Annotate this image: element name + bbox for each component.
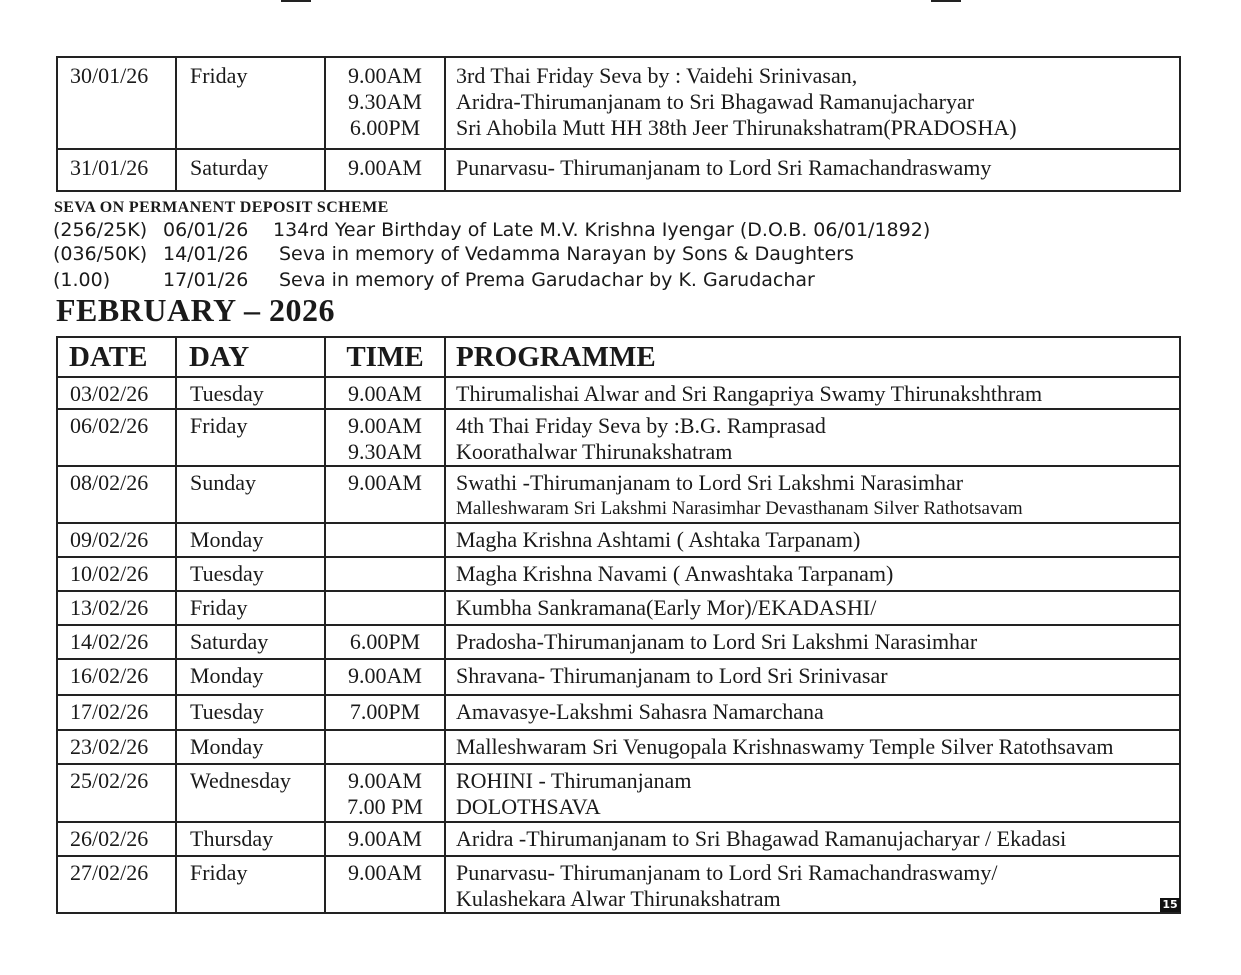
date-cell [57, 557, 176, 591]
programme-text: 3rd Thai Friday Seva by : Vaidehi Srinivasan, [456, 63, 858, 88]
time-cell [325, 625, 445, 659]
time-text: 7.00PM [349, 699, 421, 724]
seva-code: (036/50K) [53, 243, 148, 265]
date-cell [57, 822, 176, 856]
time-cell [325, 557, 445, 591]
header-day: DAY [176, 337, 325, 377]
day-text: Saturday [190, 629, 269, 654]
day-cell [176, 57, 325, 149]
programme-text: Punarvasu- Thirumanjanam to Lord Sri Ramachandraswamy [456, 155, 992, 180]
date-cell [57, 466, 176, 523]
time-cell [325, 856, 445, 913]
crop-mark-right [931, 0, 961, 2]
day-text: Monday [190, 663, 264, 688]
date-text: 26/02/26 [70, 826, 149, 851]
time-cell [325, 409, 445, 466]
day-cell [176, 695, 325, 730]
day-cell [176, 466, 325, 523]
programme-text: Kulashekara Alwar Thirunakshatram [456, 886, 781, 911]
programme-text: ROHINI - Thirumanjanam [456, 768, 692, 793]
day-cell [176, 149, 325, 191]
day-cell [176, 730, 325, 764]
seva-text: Seva in memory of Vedamma Narayan by Sons & Daughters [279, 243, 854, 265]
seva-date: 06/01/26 [163, 219, 249, 241]
date-text: 16/02/26 [70, 663, 149, 688]
table-row [57, 149, 1180, 191]
time-text: 9.00AM [348, 663, 422, 688]
day-cell [176, 659, 325, 695]
day-cell [176, 377, 325, 409]
day-cell [176, 523, 325, 557]
january-schedule-table [56, 56, 1181, 192]
date-cell [57, 591, 176, 625]
day-cell [176, 625, 325, 659]
date-text: 17/02/26 [70, 699, 149, 724]
programme-text: Aridra -Thirumanjanam to Sri Bhagawad Ramanujacharyar / Ekadasi [456, 826, 1067, 851]
time-text: 9.00AM [348, 155, 422, 180]
programme-cell [445, 57, 1180, 149]
date-cell [57, 730, 176, 764]
page-number: 15 [1160, 898, 1180, 912]
table-row [57, 57, 1180, 149]
date-text: 10/02/26 [70, 561, 149, 586]
february-schedule-table [56, 336, 1181, 914]
table-row [57, 523, 1180, 557]
programme-text: Malleshwaram Sri Lakshmi Narasimhar Devasthanam Silver Rathotsavam [456, 498, 1023, 519]
time-cell [325, 57, 445, 149]
date-text: 30/01/26 [70, 63, 149, 88]
time-text: 9.00AM [348, 413, 422, 438]
programme-cell [445, 625, 1180, 659]
header-programme: PROGRAMME [445, 337, 1180, 377]
day-text: Wednesday [190, 768, 291, 793]
header-date: DATE [57, 337, 176, 377]
programme-cell [445, 523, 1180, 557]
time-cell [325, 149, 445, 191]
date-text: 03/02/26 [70, 381, 149, 406]
programme-cell [445, 557, 1180, 591]
day-text: Monday [190, 734, 264, 759]
day-cell [176, 591, 325, 625]
date-text: 23/02/26 [70, 734, 149, 759]
month-title: FEBRUARY – 2026 [56, 292, 335, 328]
programme-cell [445, 764, 1180, 822]
time-text: 6.00PM [349, 115, 421, 140]
date-text: 27/02/26 [70, 860, 149, 885]
table-row [57, 557, 1180, 591]
table-row [57, 695, 1180, 730]
table-row [57, 409, 1180, 466]
programme-text: DOLOTHSAVA [456, 794, 601, 819]
table-row [57, 822, 1180, 856]
time-text: 9.00AM [348, 768, 422, 793]
date-cell [57, 409, 176, 466]
day-cell [176, 557, 325, 591]
time-cell [325, 523, 445, 557]
day-cell [176, 409, 325, 466]
time-cell [325, 466, 445, 523]
programme-cell [445, 591, 1180, 625]
time-text: 9.00AM [348, 381, 422, 406]
date-text: 31/01/26 [70, 155, 149, 180]
programme-cell [445, 730, 1180, 764]
time-cell [325, 659, 445, 695]
programme-cell [445, 856, 1180, 913]
date-cell [57, 695, 176, 730]
time-text: 9.30AM [348, 89, 422, 114]
day-text: Saturday [190, 155, 269, 180]
date-cell [57, 659, 176, 695]
day-text: Sunday [190, 470, 256, 495]
time-cell [325, 822, 445, 856]
programme-cell [445, 659, 1180, 695]
seva-code: (256/25K) [53, 219, 148, 241]
table-header-row [57, 337, 1180, 377]
time-text: 6.00PM [349, 629, 421, 654]
programme-cell [445, 822, 1180, 856]
date-text: 06/02/26 [70, 413, 149, 438]
programme-cell [445, 695, 1180, 730]
table-row [57, 856, 1180, 913]
day-text: Tuesday [190, 381, 264, 406]
day-cell [176, 856, 325, 913]
crop-mark-left [281, 0, 311, 2]
programme-text: Amavasye-Lakshmi Sahasra Namarchana [456, 699, 824, 724]
day-text: Tuesday [190, 561, 264, 586]
programme-text: Swathi -Thirumanjanam to Lord Sri Lakshmi Narasimhar [456, 470, 964, 495]
table-row [57, 591, 1180, 625]
programme-cell [445, 409, 1180, 466]
table-row [57, 764, 1180, 822]
date-text: 09/02/26 [70, 527, 149, 552]
table-row [57, 377, 1180, 409]
programme-text: Thirumalishai Alwar and Sri Rangapriya Swamy Thirunakshthram [456, 381, 1043, 406]
date-cell [57, 57, 176, 149]
day-text: Friday [190, 413, 248, 438]
day-text: Friday [190, 860, 248, 885]
programme-text: Punarvasu- Thirumanjanam to Lord Sri Ramachandraswamy/ [456, 860, 998, 885]
programme-text: Pradosha-Thirumanjanam to Lord Sri Lakshmi Narasimhar [456, 629, 978, 654]
programme-text: Koorathalwar Thirunakshatram [456, 439, 733, 464]
programme-cell [445, 466, 1180, 523]
time-text: 9.30AM [348, 439, 422, 464]
time-cell [325, 730, 445, 764]
seva-text: 134rd Year Birthday of Late M.V. Krishna Iyengar (D.O.B. 06/01/1892) [273, 219, 931, 241]
seva-date: 14/01/26 [163, 243, 249, 265]
seva-date: 17/01/26 [163, 269, 249, 291]
time-text: 9.00AM [348, 860, 422, 885]
time-text: 9.00AM [348, 826, 422, 851]
seva-section-title: SEVA ON PERMANENT DEPOSIT SCHEME [54, 199, 389, 216]
programme-text: Malleshwaram Sri Venugopala Krishnaswamy Temple Silver Ratothsavam [456, 734, 1114, 759]
date-text: 08/02/26 [70, 470, 149, 495]
programme-cell [445, 149, 1180, 191]
programme-text: 4th Thai Friday Seva by :B.G. Ramprasad [456, 413, 826, 438]
time-cell [325, 764, 445, 822]
programme-text: Sri Ahobila Mutt HH 38th Jeer Thirunakshatram(PRADOSHA) [456, 115, 1017, 140]
date-cell [57, 377, 176, 409]
date-cell [57, 523, 176, 557]
programme-text: Aridra-Thirumanjanam to Sri Bhagawad Ramanujacharyar [456, 89, 975, 114]
date-cell [57, 764, 176, 822]
day-text: Tuesday [190, 699, 264, 724]
table-row [57, 730, 1180, 764]
day-cell [176, 764, 325, 822]
seva-text: Seva in memory of Prema Garudachar by K. Garudachar [279, 269, 815, 291]
date-cell [57, 856, 176, 913]
programme-cell [445, 377, 1180, 409]
programme-text: Kumbha Sankramana(Early Mor)/EKADASHI/ [456, 595, 877, 620]
day-text: Friday [190, 595, 248, 620]
programme-text: Magha Krishna Navami ( Anwashtaka Tarpanam) [456, 561, 894, 586]
day-text: Thursday [190, 826, 274, 851]
date-text: 13/02/26 [70, 595, 149, 620]
programme-text: Magha Krishna Ashtami ( Ashtaka Tarpanam) [456, 527, 861, 552]
header-time: TIME [325, 337, 445, 377]
day-cell [176, 822, 325, 856]
day-text: Monday [190, 527, 264, 552]
date-cell [57, 625, 176, 659]
time-text: 9.00AM [348, 470, 422, 495]
time-text: 9.00AM [348, 63, 422, 88]
programme-text: Shravana- Thirumanjanam to Lord Sri Srinivasar [456, 663, 888, 688]
day-text: Friday [190, 63, 248, 88]
time-text: 7.00 PM [347, 794, 423, 819]
table-row [57, 466, 1180, 523]
seva-code: (1.00) [53, 269, 111, 291]
table-row [57, 659, 1180, 695]
date-cell [57, 149, 176, 191]
time-cell [325, 591, 445, 625]
time-cell [325, 377, 445, 409]
date-text: 25/02/26 [70, 768, 149, 793]
date-text: 14/02/26 [70, 629, 149, 654]
table-row [57, 625, 1180, 659]
time-cell [325, 695, 445, 730]
